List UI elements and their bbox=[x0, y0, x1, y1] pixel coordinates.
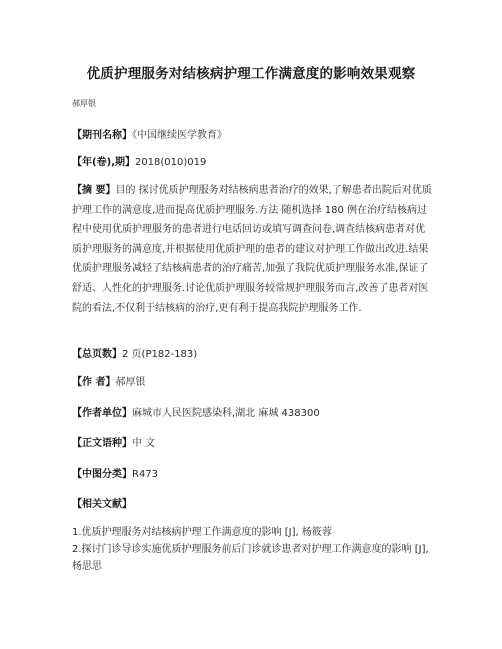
related-field bbox=[72, 495, 432, 515]
year-label: 【年(卷),期】 bbox=[72, 157, 135, 168]
affiliation-value: 麻城市人民医院感染科,湖北 麻城 438300 bbox=[132, 408, 320, 419]
pages-field bbox=[72, 345, 432, 365]
year-value: 2018(010)019 bbox=[134, 157, 207, 168]
pages-value: 2 页(P182-183) bbox=[122, 349, 198, 360]
classification-label: 【中图分类】 bbox=[72, 469, 132, 480]
document-title: 优质护理服务对结核病护理工作满意度的影响效果观察 bbox=[86, 66, 416, 82]
pages-label: 【总页数】 bbox=[72, 349, 122, 360]
related-label: 【相关文献】 bbox=[72, 499, 132, 510]
classification-value: R473 bbox=[132, 469, 159, 480]
affiliation-label: 【作者单位】 bbox=[72, 408, 132, 419]
journal-value: 《中国继续医学教育》 bbox=[132, 130, 227, 141]
reference-item-2[interactable]: 2.探讨门诊导诊实施优质护理服务前后门诊就诊患者对护理工作满意度的影响 [J], 杨思思 bbox=[72, 544, 429, 572]
author-label: 【作 者】 bbox=[72, 377, 116, 388]
journal-label: 【期刊名称】 bbox=[72, 130, 132, 141]
language-value: 中 文 bbox=[132, 438, 156, 449]
reference-item-1[interactable]: 1.优质护理服务对结核病护理工作满意度的影响 [J], 杨筱蓉 bbox=[72, 527, 332, 538]
affiliation-field bbox=[72, 404, 432, 424]
journal-field bbox=[72, 126, 432, 146]
author-byline: 郝厚银 bbox=[72, 99, 96, 108]
language-field bbox=[72, 434, 432, 454]
year-field bbox=[72, 153, 432, 173]
reference-list bbox=[72, 524, 432, 575]
abstract-text: 目的 探讨优质护理服务对结核病患者治疗的效果,了解患者出院后对优质护理工作的满意度,进而提高优质护理服务.方法 随机选择 180 例在治疗结核病过程中使用优质护理服务的患者进行电话回访或填写调查问卷,调查结核病患者对优质护理服务的满意度,并根据使用优质护理的患者的建议对护理工作做出改进.结果 优质护理服务减轻了结核病患者的治疗痛苦,加强了我院优质护理服务水准,保证了舒适、人性化的护理服务.讨论优质护理服务较常规护理服务而言,改善了患者对医院的看法,不仅利于结核病的治疗,更有利于提高我院护理服务工作. bbox=[72, 185, 432, 314]
author-value: 郝厚银 bbox=[115, 377, 146, 388]
abstract-label: 【摘 要】 bbox=[72, 185, 116, 196]
author-field bbox=[72, 373, 432, 393]
abstract-field bbox=[72, 181, 432, 318]
language-label: 【正文语种】 bbox=[72, 438, 132, 449]
classification-field bbox=[72, 465, 432, 485]
